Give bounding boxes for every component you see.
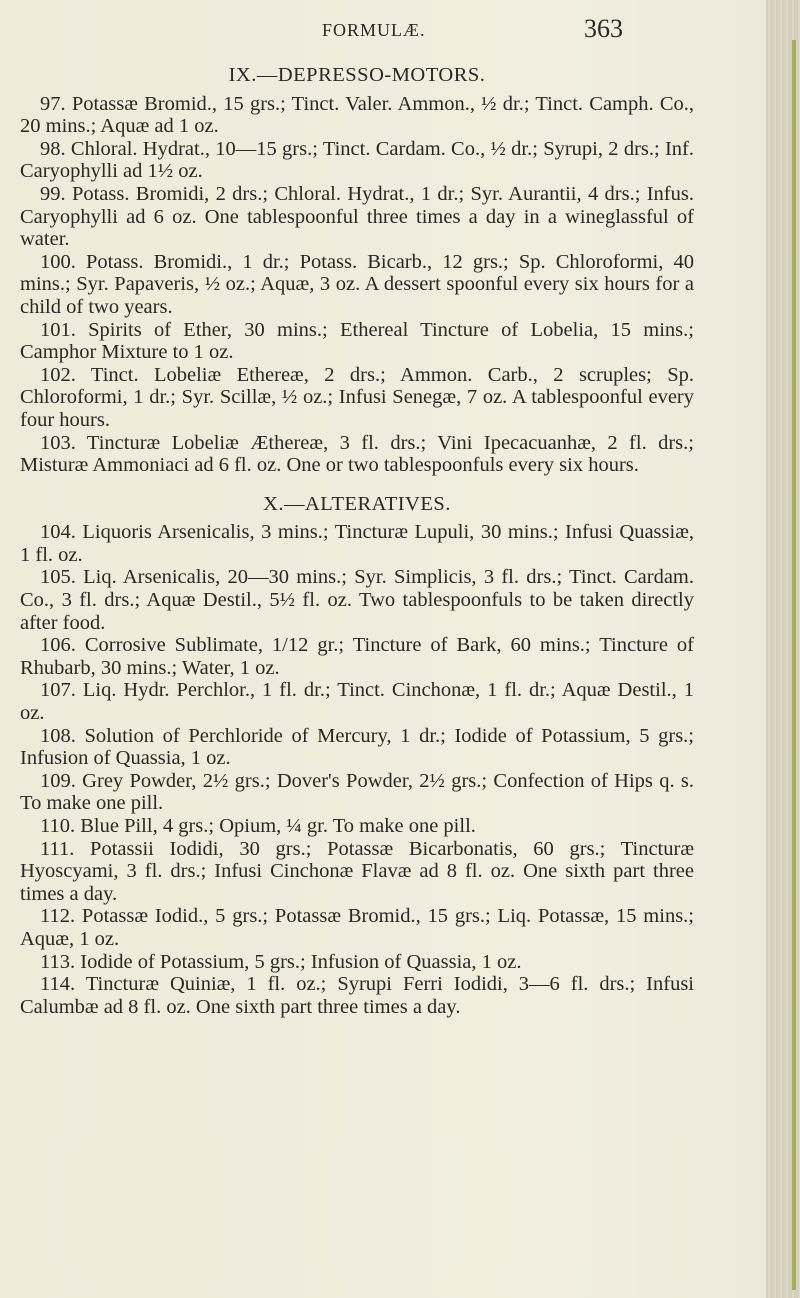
formula-entry: 100. Potass. Bromidi., 1 dr.; Potass. Bicarb., 12 grs.; Sp. Chloroformi, 40 mins.; Syr. Papaveris, ½ oz.; Aquæ, 3 oz. A dessert spoonful every six hours for a child of two years. xyxy=(20,250,694,318)
section-depresso-motors xyxy=(20,64,694,477)
formula-entry: 101. Spirits of Ether, 30 mins.; Ethereal Tincture of Lobelia, 15 mins.; Camphor Mixture to 1 oz. xyxy=(20,318,694,364)
running-title: FORMULÆ. xyxy=(322,20,426,40)
section-heading: IX.—DEPRESSO-MOTORS. xyxy=(228,64,486,86)
page-edge-stack xyxy=(766,0,800,1298)
formula-entry: 107. Liq. Hydr. Perchlor., 1 fl. dr.; Tinct. Cinchonæ, 1 fl. dr.; Aquæ Destil., 1 oz. xyxy=(20,679,694,725)
formula-entry: 106. Corrosive Sublimate, 1/12 gr.; Tincture of Bark, 60 mins.; Tincture of Rhubarb, 30 mins.; Water, 1 oz. xyxy=(20,634,694,679)
page-header xyxy=(0,14,800,44)
formula-entry: 111. Potassii Iodidi, 30 grs.; Potassæ Bicarbonatis, 60 grs.; Tincturæ Hyoscyami, 3 fl. drs.; Infusi Cinchonæ Flavæ ad 8 fl. oz. One sixth part three times a day. xyxy=(20,837,694,905)
formula-entry: 108. Solution of Perchloride of Mercury, 1 dr.; Iodide of Potassium, 5 grs.; Infusion of Quassia, 1 oz. xyxy=(20,724,694,770)
formula-entry: 110. Blue Pill, 4 grs.; Opium, ¼ gr. To make one pill. xyxy=(40,815,476,837)
formula-entry: 104. Liquoris Arsenicalis, 3 mins.; Tincturæ Lupuli, 30 mins.; Infusi Quassiæ, 1 fl. oz. xyxy=(20,521,694,566)
section-heading: X.—ALTERATIVES. xyxy=(263,492,451,515)
formula-entry: 102. Tinct. Lobeliæ Ethereæ, 2 drs.; Ammon. Carb., 2 scruples; Sp. Chloroformi, 1 dr.; Syr. Scillæ, ½ oz.; Infusi Senegæ, 7 oz. A tablespoonful every four hours. xyxy=(20,363,694,431)
formula-entry: 105. Liq. Arsenicalis, 20—30 mins.; Syr. Simplicis, 3 fl. drs.; Tinct. Cardam. Co., 3 fl. drs.; Aquæ Destil., 5½ fl. oz. Two tablespoonfuls to be taken directly after food. xyxy=(20,566,694,634)
formula-entry: 112. Potassæ Iodid., 5 grs.; Potassæ Bromid., 15 grs.; Liq. Potassæ, 15 mins.; Aquæ, 1 oz. xyxy=(20,905,694,950)
page-body xyxy=(20,58,694,1018)
formula-entry: 98. Chloral. Hydrat., 10—15 grs.; Tinct. Cardam. Co., ½ dr.; Syrupi, 2 drs.; Inf. Caryophylli ad 1½ oz. xyxy=(20,137,694,183)
formula-entry: 109. Grey Powder, 2½ grs.; Dover's Powder, 2½ grs.; Confection of Hips q. s. To make one pill. xyxy=(20,769,694,815)
formula-entry: 114. Tincturæ Quiniæ, 1 fl. oz.; Syrupi Ferri Iodidi, 3—6 fl. drs.; Infusi Calumbæ ad 8 fl. oz. One sixth part three times a day. xyxy=(20,973,694,1018)
formula-entry: 113. Iodide of Potassium, 5 grs.; Infusion of Quassia, 1 oz. xyxy=(40,950,522,973)
formula-entry: 99. Potass. Bromidi, 2 drs.; Chloral. Hydrat., 1 dr.; Syr. Aurantii, 4 drs.; Infus. Caryophylli ad 6 oz. One tablespoonful three times a day in a wineglassful of water. xyxy=(20,182,694,251)
section-alteratives xyxy=(20,493,694,1019)
page-number: 363 xyxy=(584,14,623,43)
formula-entry: 97. Potassæ Bromid., 15 grs.; Tinct. Valer. Ammon., ½ dr.; Tinct. Camph. Co., 20 mins.; Aquæ ad 1 oz. xyxy=(20,92,694,138)
formula-entry: 103. Tincturæ Lobeliæ Æthereæ, 3 fl. drs.; Vini Ipecacuanhæ, 2 fl. drs.; Misturæ Ammoniaci ad 6 fl. oz. One or two tablespoonfuls every six hours. xyxy=(20,431,694,477)
